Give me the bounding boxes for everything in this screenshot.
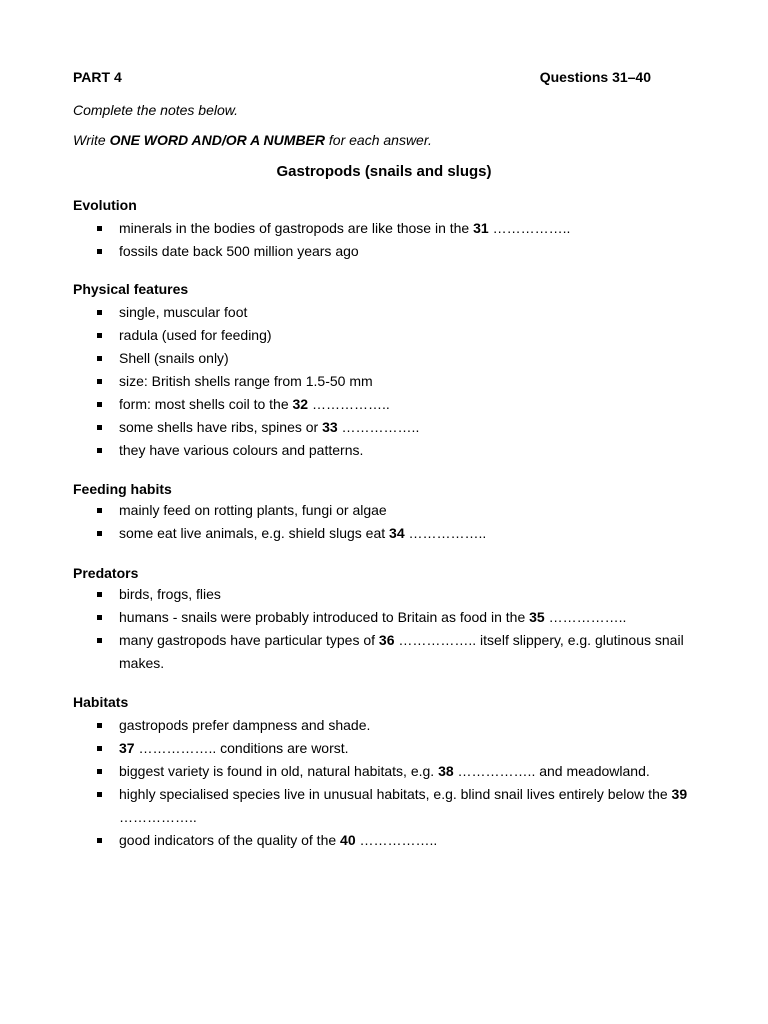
list-item bbox=[73, 829, 695, 852]
section-heading: Habitats bbox=[73, 694, 129, 710]
list-item bbox=[73, 783, 695, 829]
list-item bbox=[73, 217, 695, 240]
list-item bbox=[73, 240, 695, 263]
list-item bbox=[73, 714, 695, 737]
section-physical-features bbox=[73, 279, 695, 462]
bullet-icon bbox=[97, 592, 102, 597]
note-text: biggest variety is found in old, natural habitats, e.g. bbox=[119, 763, 439, 779]
note-text: good indicators of the quality of the bbox=[119, 832, 341, 848]
section-heading: Evolution bbox=[73, 197, 137, 213]
bullet-icon bbox=[97, 379, 102, 384]
instruction-prefix: Write bbox=[73, 132, 110, 148]
answer-blank: …………….. bbox=[119, 809, 197, 825]
list-item bbox=[73, 760, 695, 783]
bullet-icon bbox=[97, 792, 102, 797]
part-label: PART 4 bbox=[73, 69, 122, 85]
instruction-complete-notes: Complete the notes below. bbox=[73, 102, 238, 118]
question-number: 34 bbox=[389, 525, 405, 541]
bullet-icon bbox=[97, 838, 102, 843]
note-list bbox=[73, 714, 695, 852]
bullet-icon bbox=[97, 508, 102, 513]
question-number: 40 bbox=[340, 832, 356, 848]
bullet-icon bbox=[97, 249, 102, 254]
note-text: humans - snails were probably introduced to Britain as food in the bbox=[119, 609, 530, 625]
list-item bbox=[73, 499, 695, 522]
answer-blank: …………….. bbox=[404, 525, 487, 541]
question-number: 32 bbox=[292, 396, 309, 412]
list-item bbox=[73, 370, 695, 393]
instruction-word-limit-bold: ONE WORD AND/OR A NUMBER bbox=[109, 132, 325, 148]
question-number: 35 bbox=[529, 609, 545, 625]
note-text: Shell (snails only) bbox=[119, 350, 229, 366]
list-item bbox=[73, 737, 695, 760]
bullet-icon bbox=[97, 746, 102, 751]
bullet-icon bbox=[97, 448, 102, 453]
answer-blank: …………….. and meadowland. bbox=[453, 763, 650, 779]
bullet-icon bbox=[97, 226, 102, 231]
answer-blank: …………….. bbox=[488, 220, 571, 236]
list-item bbox=[73, 301, 695, 324]
note-text: gastropods prefer dampness and shade. bbox=[119, 717, 371, 733]
question-number: 37 bbox=[119, 740, 135, 756]
section-predators bbox=[73, 563, 695, 675]
section-habitats bbox=[73, 692, 695, 852]
notes-title: Gastropods (snails and slugs) bbox=[276, 163, 492, 180]
list-item bbox=[73, 583, 695, 606]
answer-blank: …………….. bbox=[355, 832, 438, 848]
instruction-suffix: for each answer. bbox=[325, 132, 432, 148]
note-text: single, muscular foot bbox=[119, 304, 248, 320]
list-item bbox=[73, 393, 695, 416]
note-text: birds, frogs, flies bbox=[119, 586, 221, 602]
question-number: 33 bbox=[322, 419, 338, 435]
note-list bbox=[73, 583, 695, 675]
answer-blank: …………….. itself slippery, e.g. glutinous snail makes. bbox=[119, 632, 684, 671]
section-feeding-habits bbox=[73, 479, 695, 545]
bullet-icon bbox=[97, 531, 102, 536]
answer-blank: …………….. bbox=[544, 609, 627, 625]
question-number: 39 bbox=[671, 786, 688, 802]
note-list bbox=[73, 301, 695, 462]
answer-blank: …………….. bbox=[337, 419, 420, 435]
list-item bbox=[73, 324, 695, 347]
list-item bbox=[73, 439, 695, 462]
bullet-icon bbox=[97, 356, 102, 361]
bullet-icon bbox=[97, 769, 102, 774]
note-text: mainly feed on rotting plants, fungi or algae bbox=[119, 502, 387, 518]
question-number: 38 bbox=[438, 763, 454, 779]
list-item bbox=[73, 347, 695, 370]
note-text: many gastropods have particular types of bbox=[119, 632, 379, 648]
bullet-icon bbox=[97, 402, 102, 407]
bullet-icon bbox=[97, 638, 102, 643]
bullet-icon bbox=[97, 615, 102, 620]
section-evolution bbox=[73, 195, 695, 263]
section-heading: Feeding habits bbox=[73, 481, 172, 497]
note-text: minerals in the bodies of gastropods are like those in the bbox=[119, 220, 474, 236]
note-list bbox=[73, 217, 695, 263]
list-item bbox=[73, 629, 695, 675]
instruction-word-limit bbox=[73, 132, 432, 148]
list-item bbox=[73, 522, 695, 545]
question-number: 36 bbox=[378, 632, 395, 648]
bullet-icon bbox=[97, 310, 102, 315]
note-text: form: most shells coil to the bbox=[119, 396, 293, 412]
answer-blank: …………….. conditions are worst. bbox=[134, 740, 349, 756]
bullet-icon bbox=[97, 723, 102, 728]
note-text: fossils date back 500 million years ago bbox=[119, 243, 359, 259]
note-list bbox=[73, 499, 695, 545]
bullet-icon bbox=[97, 425, 102, 430]
note-text: some eat live animals, e.g. shield slugs eat bbox=[119, 525, 390, 541]
list-item bbox=[73, 606, 695, 629]
list-item bbox=[73, 416, 695, 439]
answer-blank: …………….. bbox=[308, 396, 390, 412]
note-text: some shells have ribs, spines or bbox=[119, 419, 323, 435]
note-text: highly specialised species live in unusual habitats, e.g. blind snail lives entirely below the bbox=[119, 786, 672, 802]
section-heading: Predators bbox=[73, 565, 139, 581]
note-text: radula (used for feeding) bbox=[119, 327, 272, 343]
question-number: 31 bbox=[473, 220, 489, 236]
note-text: they have various colours and patterns. bbox=[119, 442, 364, 458]
section-heading: Physical features bbox=[73, 281, 189, 297]
questions-range: Questions 31–40 bbox=[539, 69, 651, 85]
note-text: size: British shells range from 1.5-50 mm bbox=[119, 373, 373, 389]
bullet-icon bbox=[97, 333, 102, 338]
